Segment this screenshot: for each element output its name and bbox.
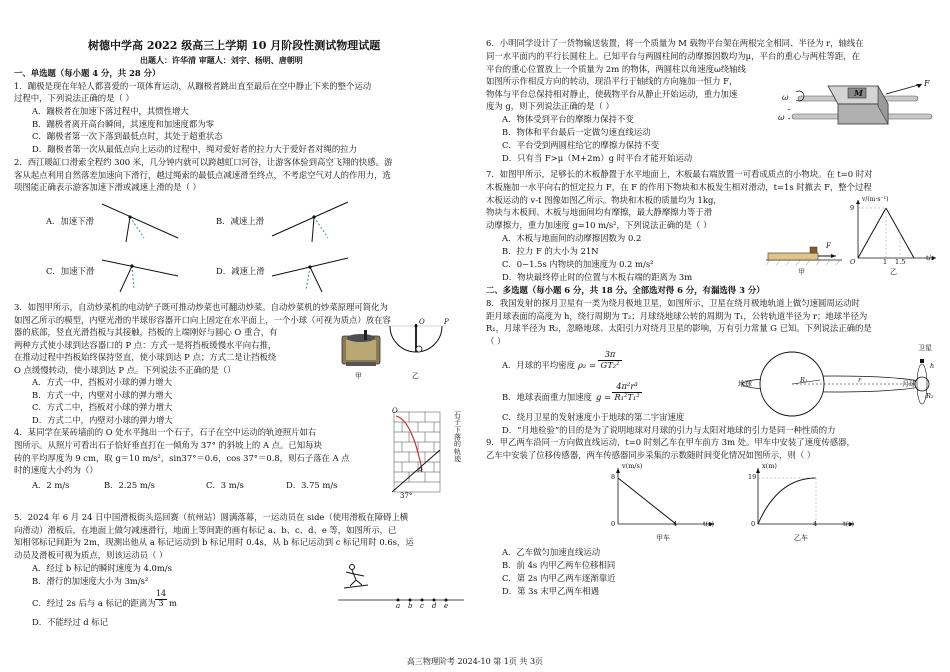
- q2-option-b: B．减速上滑: [216, 216, 265, 226]
- q7-graph-tick-2: 1.5: [895, 258, 906, 266]
- q4-option-a: A．2 m/s: [32, 480, 70, 490]
- q1-option-d: D．蹦极者第一次从最低点向上运动的过程中，绳对爱好者的拉力大于爱好者对绳的拉力: [32, 144, 357, 154]
- q6-stem-line1: 6．小明同学设计了一货物输送装置，将一个质量为 M 载物平台架在两根完全相同、半径为 r，轴线在: [486, 38, 864, 48]
- q6-option-b: B．物体和平台最后一定做匀速直线运动: [502, 127, 651, 137]
- q2-figure-c: [100, 248, 180, 294]
- q6-label-f: F: [924, 79, 930, 88]
- q4-figure-brick-wall: [392, 410, 444, 500]
- q3-stem-line4: 两种方式使小球到达容器口的 P 点：方式一是将挡板缓慢水平向右推，: [14, 340, 277, 350]
- q3-option-c: C．方式二中，挡板对小球的弹力增大: [32, 402, 173, 412]
- q5-option-a: A．经过 b 标记的瞬时速度为 4.0m/s: [32, 563, 172, 573]
- q3-stem-line5: 在推动过程中挡板始终保持竖直，使小球到达 P 点；方式二是让挡板绕: [14, 352, 277, 362]
- page-footer: 高三物理阶考 2024-10 第 1页 共 3页: [406, 657, 544, 666]
- q9-graph-yi-ytick: 19: [748, 473, 757, 481]
- q5-option-d: D．不能经过 d 标记: [32, 617, 109, 627]
- q1-stem-line1: 1．蹦极是现在年轻人都喜爱的一项体育运动，从蹦极者跳出直至最后在空中静止下来的整个运动: [14, 81, 372, 91]
- q2-figure-d: [270, 248, 350, 294]
- q4-stem-line1: 4．某同学在某砖墙前的 O 处水平抛出一个石子，石子在空中运动的轨迹照片如右: [14, 427, 317, 437]
- q1-option-c: C．蹦极者第一次下落到最低点时，其处于超重状态: [32, 131, 223, 141]
- q9-stem-line2: 乙车中安装了位移传感器，两车传感器同步采集的示数随时间变化情况如图所示，则（ ）: [486, 450, 816, 460]
- q8-fig-r2: R₂: [926, 392, 934, 400]
- q6-label-omega-top: ω: [782, 93, 789, 102]
- q3-stem-line2: 如图乙所示的模型，内壁光滑的半球形容器开口向上固定在水平面上，一个小球（可视为质点）放在容: [14, 315, 391, 325]
- q8-stem-line1: 8．我国发射的探月卫星有一类为绕月极地卫星，如图所示，卫星在绕月极地轨道上做匀速圆周运动时: [486, 298, 860, 308]
- q3-fig-jia-label: 甲: [355, 372, 362, 380]
- q5-mark-label-c: c: [420, 602, 424, 610]
- q5-stem-line2: 向滑动）滑板后，在地面上做匀减速滑行，地面上等间距的画有标记 a、b、c、d、e 等，如图所示，已: [14, 525, 397, 535]
- q3-stem-line1: 3．如图甲所示，自动炒菜机的电动铲子既可推动炒菜也可翻动炒菜。自动炒菜机的炒菜原理可简化为: [14, 302, 388, 312]
- q3-option-a: A．方式一中，挡板对小球的弹力增大: [32, 377, 173, 387]
- q8-fig-earth: 地球: [738, 380, 752, 388]
- q6-option-c: C．平台受到两圆柱给它的摩擦力保持不变: [502, 140, 660, 150]
- q2-figure-a: [100, 196, 180, 246]
- q5-c-denominator: 3: [158, 598, 164, 608]
- q5-mark-label-b: b: [408, 602, 413, 610]
- q3-label-p: P: [444, 318, 449, 326]
- q9-option-c: C．第 2s 内甲乙两车逐渐靠近: [502, 573, 616, 583]
- q8-b-denominator: R₁²T₁²: [614, 391, 640, 402]
- q8-a-denominator: GT₂²: [600, 359, 620, 370]
- q2-option-c: C．加速下滑: [46, 266, 95, 276]
- q6-stem-line4: 如图所示作相反方向的转动，现沿平行于轴线的方向施加一恒力 F，: [486, 76, 738, 86]
- q6-stem-line3: 平台的重心位置放上一个质量为 2m 的物体，两圆柱以角速度ω绕轴线: [486, 64, 746, 74]
- q4-label-a: A: [418, 466, 424, 474]
- q3-stem-line3: 器的底部，竖直光滑挡板与其接触，挡板的上端刚好与圆心 O 重合，有: [14, 327, 278, 337]
- q2-figure-b: [270, 194, 350, 244]
- q9-option-d: D．第 3s 末甲乙两车相遇: [502, 586, 600, 596]
- q3-option-d: D．方式二中，内壁对小球的弹力增大: [32, 415, 173, 425]
- q6-stem-line5: 物体与平台总保持相对静止，使载物平台从静止开始运动，重力加速: [486, 89, 738, 99]
- q4-option-d: D．3.75 m/s: [286, 480, 338, 490]
- q5-option-b: B．滑行的加速度大小为 3m/s²: [32, 576, 149, 586]
- q9-graph-jia-origin: 0: [611, 520, 616, 528]
- page-title: 树德中学高 2022 级高三上学期 10 月阶段性测试物理试题: [88, 39, 381, 52]
- section2-heading: 二、多选题（每小题 6 分，共 18 分。全部选对得 6 分，有漏选得 3 分）: [486, 285, 765, 295]
- q2-option-a: A．加速下滑: [46, 216, 94, 226]
- q5-stem-line3: 知相邻标记间距为 2m，现测出他从 a 标记运动到 b 标记用时 0.4s，从 b 标记运动到 c 标记用时 0.6s，运: [14, 537, 414, 547]
- q8-fig-r1: R₁: [800, 376, 808, 384]
- q8-option-b-text: B．地球表面重力加速度: [502, 392, 592, 402]
- q4-option-b: B．2.25 m/s: [104, 480, 155, 490]
- q5-mark-label-d: d: [432, 602, 437, 610]
- q8-fig-satellite: 卫星: [918, 344, 932, 352]
- q5-c-numerator: 14: [155, 589, 167, 598]
- q3-label-o: O: [419, 318, 425, 326]
- q2-stem-line2: 客从起点利用自然落差加速向下滑行，越过绳索的最低点减速滑至终点，不考虑空气对人的作用力，选: [14, 170, 391, 180]
- q8-option-d: D．“月地检验”的目的是为了说明地球对月球的引力与太阳对地球的引力是同一种性质的力: [502, 425, 836, 435]
- q2-stem-line1: 2．西江暖缸口滑索全程约 300 米，几分钟内就可以跨越虹口河谷，让游客体验到高空飞翔的快感。游: [14, 157, 393, 167]
- q5-option-c-unit: m: [169, 598, 177, 608]
- q6-stem-line2: 同一水平面内的平行长圆柱上。已知平台与两圆柱间的动摩擦因数均为μ，平台的重心与两柱等距，在: [486, 51, 860, 61]
- q8-option-c: C．绕月卫星的发射速度小于地球的第二宇宙速度: [502, 412, 685, 422]
- q8-option-b-fraction: [612, 382, 642, 402]
- q4-option-c: C．3 m/s: [206, 480, 244, 490]
- q4-label-o: O: [392, 407, 398, 415]
- q7-option-b: B．拉力 F 的大小为 21N: [502, 246, 599, 256]
- q7-graph-tick-1: 1: [883, 258, 888, 266]
- q5-option-c: C．经过 2s 后与 a 标记的距离为: [32, 598, 156, 608]
- q9-graph-yi-ylabel: x(m): [762, 462, 777, 470]
- q8-fig-h: h: [930, 362, 935, 370]
- q8-stem-line4: （ ）: [486, 336, 506, 346]
- q7-figure-board: [764, 238, 844, 268]
- q9-graph-yi-xtick: 4: [813, 520, 818, 528]
- q8-option-a-fraction: [598, 350, 622, 370]
- q8-option-b-lhs: g =: [596, 392, 612, 402]
- q7-stem-line3: 木板运动的 v-t 图像如图乙所示。物块和木板的质量均为 1kg，: [486, 195, 722, 205]
- q5-stem-line4: 动员及滑板可视为质点，则该运动员（ ）: [14, 550, 168, 560]
- q3-fig-yi-label: 乙: [412, 372, 419, 380]
- q6-option-d: D．只有当 F>μ（M+2m）g 时平台才能开始运动: [502, 153, 693, 163]
- q6-stem-line6: 度为 g，则下列说法正确的是（ ）: [486, 101, 614, 111]
- q5-mark-label-e: e: [444, 602, 449, 610]
- q7-option-d: D．物块最终停止时的位置与木板右端的距离为 3m: [502, 272, 693, 282]
- q4-label-angle: 37°: [400, 492, 413, 500]
- q7-stem-line1: 7．如图甲所示，足够长的木板静置于水平地面上，木板最右端放置一可看成质点的小物块。在 t=0 时对: [486, 169, 873, 179]
- q9-graph-jia-caption: 甲车: [656, 534, 670, 542]
- q9-graph-jia-ylabel: v(m/s): [622, 462, 643, 470]
- q8-option-a-lhs: ρ₂ =: [578, 360, 596, 370]
- q9-graph-jia: [608, 464, 718, 534]
- q9-graph-yi-caption: 乙车: [794, 534, 808, 542]
- q8-b-numerator: 4π²r³: [612, 382, 642, 393]
- q7-fig-yi-label: 乙: [890, 268, 897, 276]
- q1-option-a: A．蹦极者在加速下落过程中，其惯性增大: [32, 106, 189, 116]
- q9-option-a: A．乙车做匀加速直线运动: [502, 547, 601, 557]
- q5-option-c-fraction: [155, 590, 167, 609]
- section1-heading: 一、单选题（每小题 4 分，共 28 分）: [14, 68, 161, 78]
- q6-figure-platform: [788, 76, 938, 166]
- q8-a-numerator: 3π: [598, 350, 622, 361]
- q7-stem-line4: 物块与木板间、木板与地面间均有摩擦，最大静摩擦力等于滑: [486, 207, 713, 217]
- q8-option-a-text: A．月球的平均密度: [502, 360, 576, 370]
- authors-line: 出题人：许华清 审题人：刘宇、杨明、唐朝明: [140, 55, 303, 65]
- q4-stem-line2: 图所示。从照片可看出石子恰好垂直打在一倾角为 37° 的斜坡上的 A 点。已知每块: [14, 440, 322, 450]
- q3-stem-line6: O 点缓慢转动，使小球到达 P 点。下列说法不正确的是（）: [14, 365, 236, 375]
- q5-stem-line1: 5．2024 年 6 月 24 日中国滑板街头巡回赛（杭州站）圆满落幕，一运动员在 side（使用滑板在障碍上横: [14, 512, 409, 522]
- q2-stem-line3: 项图能正确表示游客加速下滑或减速上滑的是（ ）: [14, 182, 201, 192]
- q7-stem-line5: 动摩擦力，重力加速度 g=10 m/s²，下列说法正确的是（ ）: [486, 220, 712, 230]
- q7-stem-line2: 木板施加一水平向右的恒定拉力 F，在 F 的作用下物块和木板发生相对滑动，t=1s 时撤去 F，整个过程: [486, 182, 872, 192]
- q3-option-b: B．方式一中，内壁对小球的弹力增大: [32, 390, 173, 400]
- q7-option-a: A．木板与地面间的动摩擦因数为 0.2: [502, 233, 642, 243]
- q8-fig-moon: 月球: [902, 380, 916, 388]
- q7-graph-xlabel: t/s: [926, 254, 935, 262]
- q7-label-f: F: [826, 242, 831, 250]
- q6-label-omega-bottom: ω: [778, 113, 785, 122]
- q3-figure-hemisphere: [386, 318, 446, 378]
- q8-stem-line3: R₁，月球半径为 R₂，忽略地球、太阳引力对绕月卫星的影响，万有引力常量 G 已知。下列说法正确的是: [486, 323, 872, 333]
- q7-fig-jia-label: 甲: [798, 268, 805, 276]
- q7-graph-ymax: 9: [850, 204, 855, 212]
- q7-option-c: C．0~1.5s 内物块的加速度为 0.2 m/s²: [502, 259, 654, 269]
- q6-label-m: M: [854, 88, 863, 98]
- q9-graph-jia-ytick: 8: [611, 473, 616, 481]
- q2-option-d: D．减速上滑: [216, 266, 265, 276]
- q9-graph-jia-xlabel: t(s): [703, 520, 715, 528]
- q4-stem-line4: 时的速度大小约为（）: [14, 465, 98, 475]
- q9-graph-yi-origin: 0: [751, 520, 756, 528]
- q8-stem-line2: 距月球表面的高度为 h，绕行周期为 T₂；月球绕地球公转的周期为 T₁，公转轨道半径为 r；地球半径为: [486, 311, 868, 321]
- q5-mark-label-a: a: [396, 602, 401, 610]
- q8-fig-r: r: [858, 376, 862, 384]
- q9-option-b: B．前 4s 内甲乙两车位移相同: [502, 560, 616, 570]
- q4-fig-caption: 石子下落的轨迹: [454, 411, 461, 464]
- q9-graph-jia-xtick: 4: [673, 520, 678, 528]
- q7-graph-origin: O: [850, 258, 856, 266]
- q1-option-b: B．蹦极者离开高台瞬间，其速度和加速度都为零: [32, 119, 215, 129]
- q9-stem-line1: 9．甲乙两车沿同一方向做直线运动，t=0 时刻乙车在甲车前方 3m 处。甲车中安装了速度传感器，: [486, 437, 855, 447]
- q4-stem-line3: 砖的平均厚度为 9 cm，取 g＝10 m/s²，sin37°＝0.6，cos 37°＝0.8，则石子落在 A 点: [14, 453, 350, 463]
- q9-graph-yi: [748, 464, 858, 534]
- q1-stem-line2: 过程中，下列说法正确的是（ ）: [14, 93, 134, 103]
- q3-figure-machine: [338, 328, 386, 370]
- q7-graph-ylabel: v/(m·s⁻¹): [862, 196, 889, 203]
- q9-graph-yi-xlabel: t(s): [843, 520, 855, 528]
- q6-option-a: A．物体受到平台的摩擦力保持不变: [502, 114, 634, 124]
